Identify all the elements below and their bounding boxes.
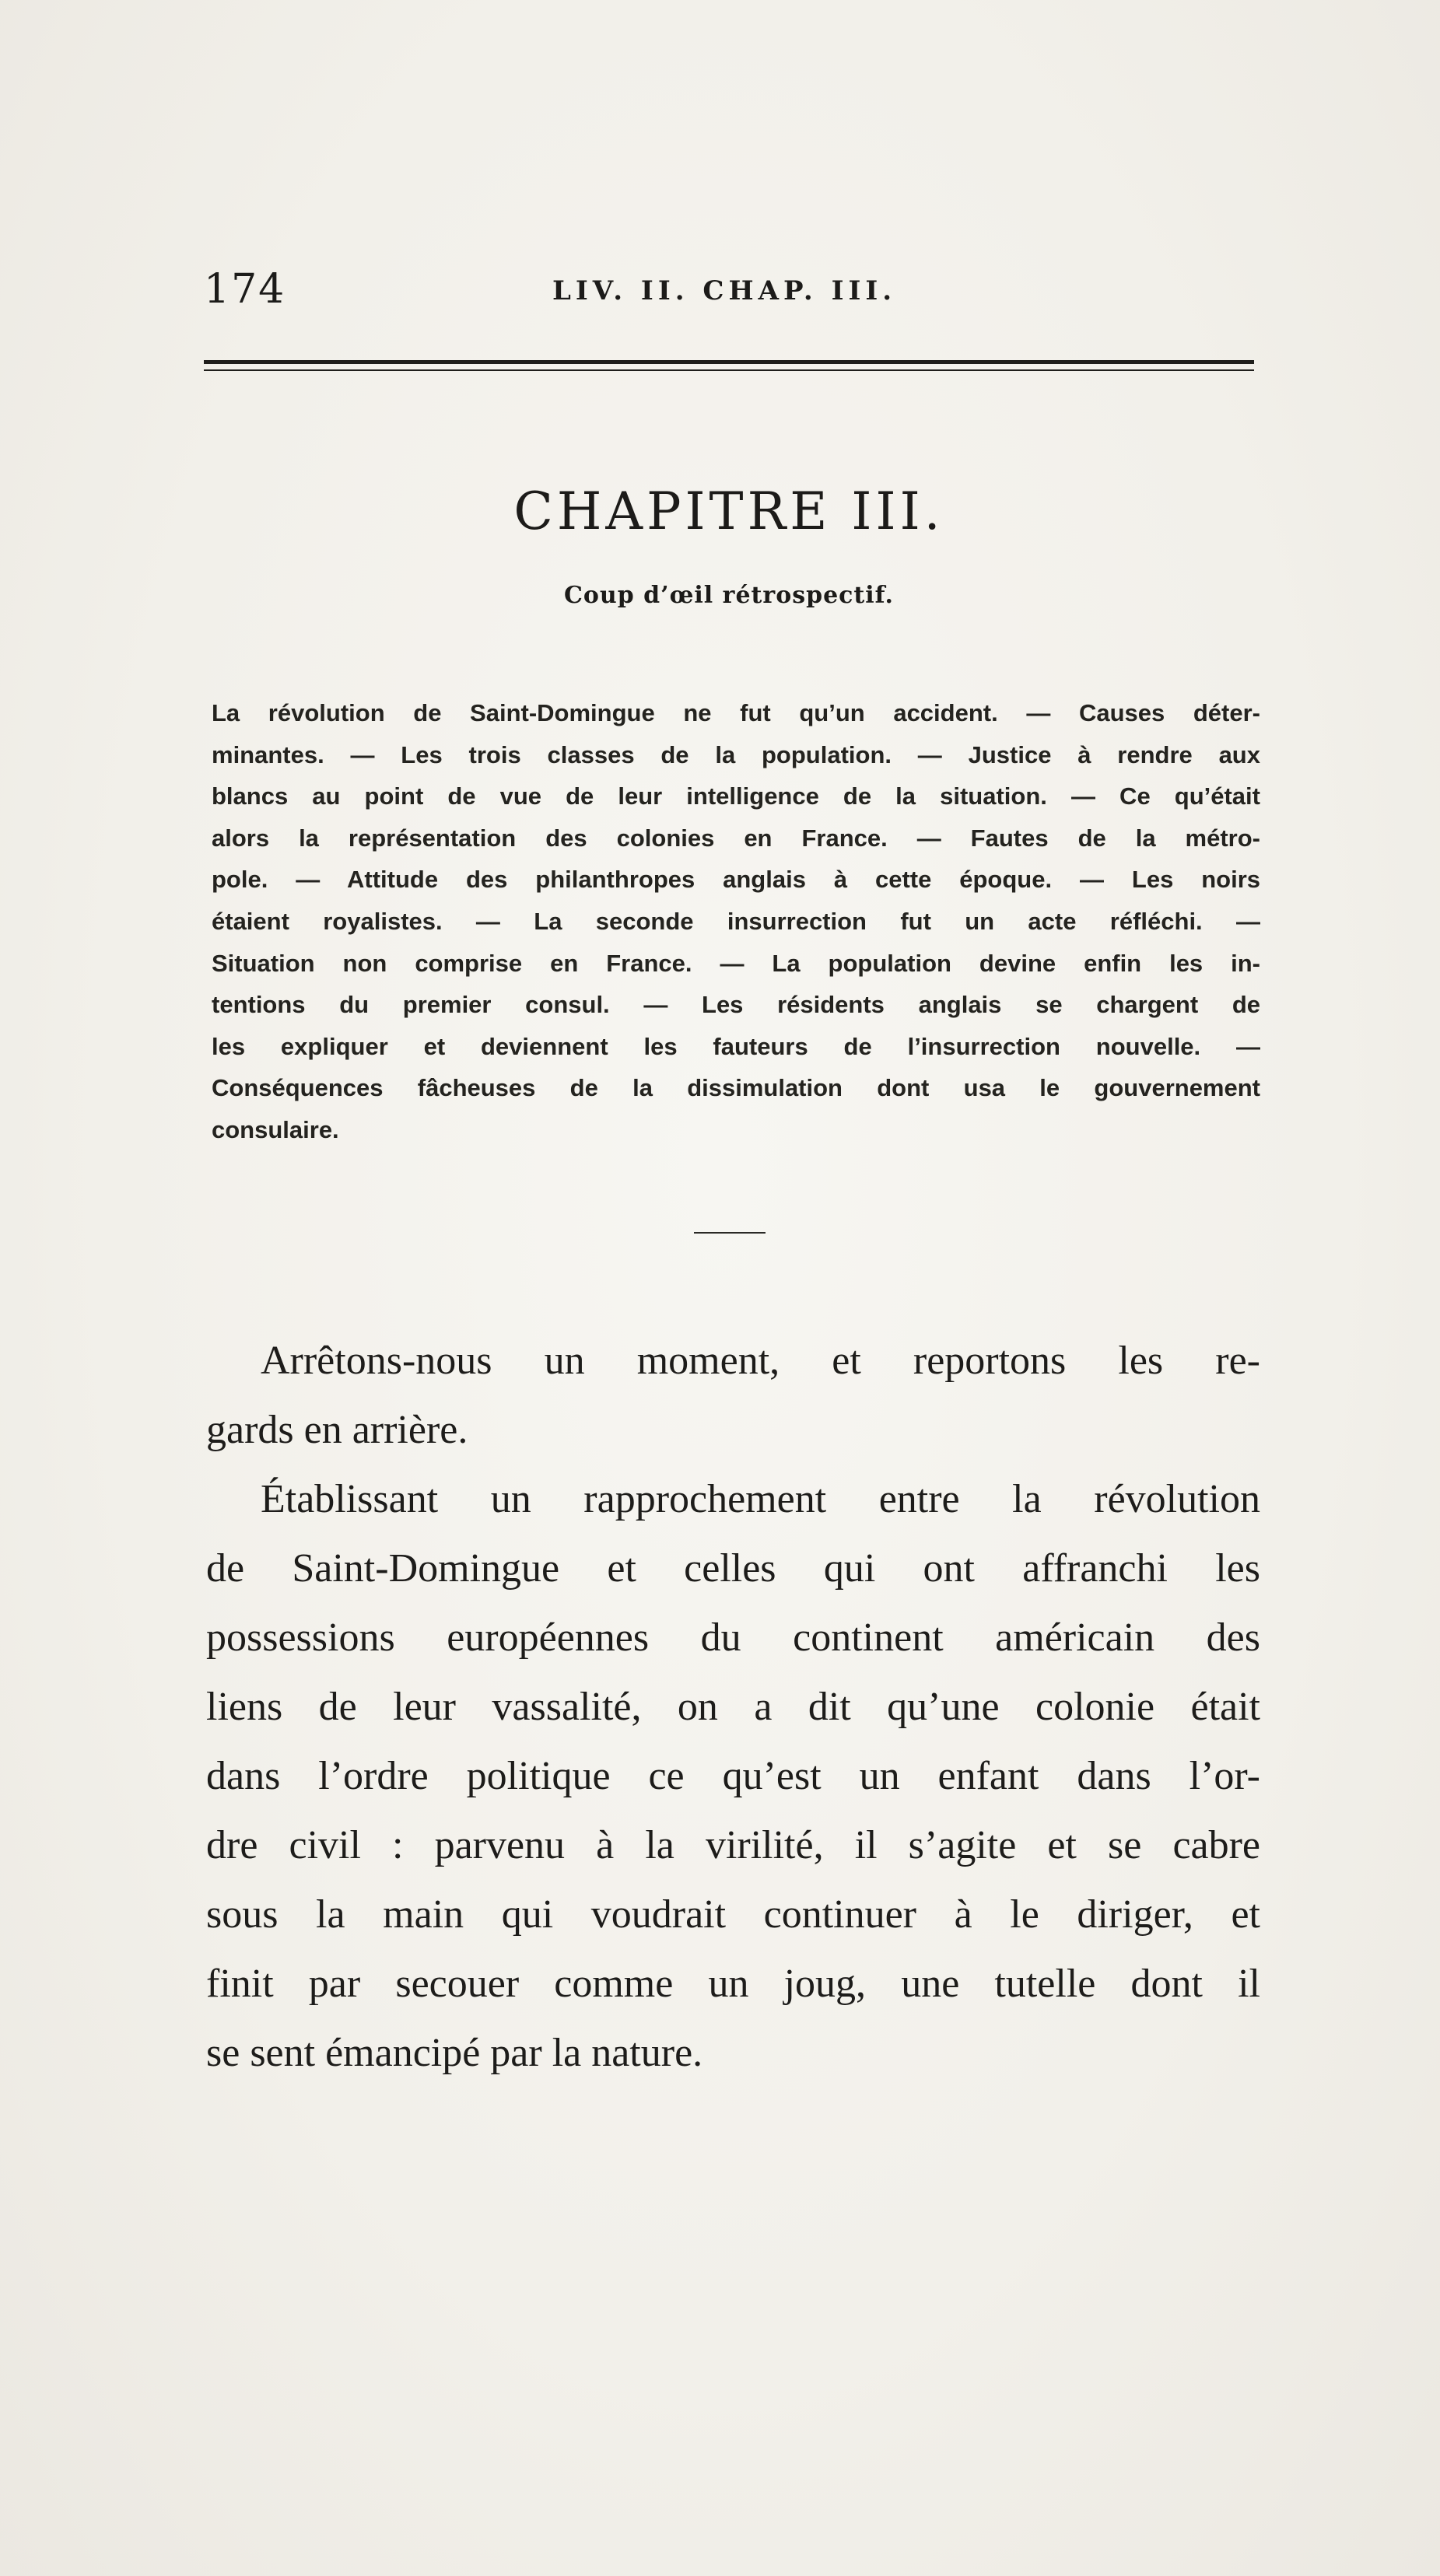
page-number: 174 bbox=[204, 266, 286, 313]
body-line: Arrêtons-nous un moment, et reportons les re- bbox=[261, 1339, 1260, 1383]
body-line: Établissant un rapprochement entre la révolution bbox=[261, 1477, 1260, 1521]
summary-line: les expliquer et deviennent les fauteurs de l’insurrection nouvelle. — bbox=[212, 1032, 1260, 1060]
body-line: finit par secouer comme un joug, une tutelle dont il bbox=[206, 1962, 1260, 2006]
header-double-rule bbox=[204, 360, 1254, 371]
body-line: gards en arrière. bbox=[206, 1408, 468, 1452]
chapter-title: CHAPITRE III. bbox=[513, 481, 944, 542]
running-head bbox=[204, 266, 1254, 320]
summary-line: tentions du premier consul. — Les résidents anglais se chargent de bbox=[212, 991, 1260, 1019]
section-divider bbox=[694, 1232, 766, 1234]
summary-line: consulaire. bbox=[212, 1115, 339, 1143]
body-line: de Saint-Domingue et celles qui ont affranchi les bbox=[206, 1546, 1260, 1591]
summary-line: Conséquences fâcheuses de la dissimulation dont usa le gouvernement bbox=[212, 1074, 1260, 1102]
chapter-summary bbox=[212, 692, 1260, 1151]
summary-line: blancs au point de vue de leur intelligence de la situation. — Ce qu’était bbox=[212, 782, 1260, 810]
body-line: possessions européennes du continent américain des bbox=[206, 1615, 1260, 1660]
body-line: dre civil : parvenu à la virilité, il s’agite et se cabre bbox=[206, 1823, 1260, 1867]
body-line: sous la main qui voudrait continuer à le diriger, et bbox=[206, 1892, 1260, 1937]
summary-line: étaient royalistes. — La seconde insurrection fut un acte réfléchi. — bbox=[212, 907, 1260, 935]
summary-line: pole. — Attitude des philanthropes anglais à cette époque. — Les noirs bbox=[212, 866, 1260, 894]
body-line: dans l’ordre politique ce qu’est un enfant dans l’or- bbox=[206, 1754, 1260, 1798]
running-title: LIV. II. CHAP. III. bbox=[552, 275, 897, 306]
summary-line: minantes. — Les trois classes de la population. — Justice à rendre aux bbox=[212, 740, 1260, 768]
summary-line: Situation non comprise en France. — La population devine enfin les in- bbox=[212, 949, 1260, 977]
body-text bbox=[206, 1326, 1260, 2088]
body-line: se sent émancipé par la nature. bbox=[206, 2031, 703, 2075]
chapter-subtitle: Coup d’œil rétrospectif. bbox=[564, 582, 894, 609]
summary-line: La révolution de Saint-Domingue ne fut qu’un accident. — Causes déter- bbox=[212, 699, 1260, 726]
body-line: liens de leur vassalité, on a dit qu’une colonie était bbox=[206, 1685, 1260, 1729]
summary-line: alors la représentation des colonies en France. — Fautes de la métro- bbox=[212, 824, 1260, 852]
